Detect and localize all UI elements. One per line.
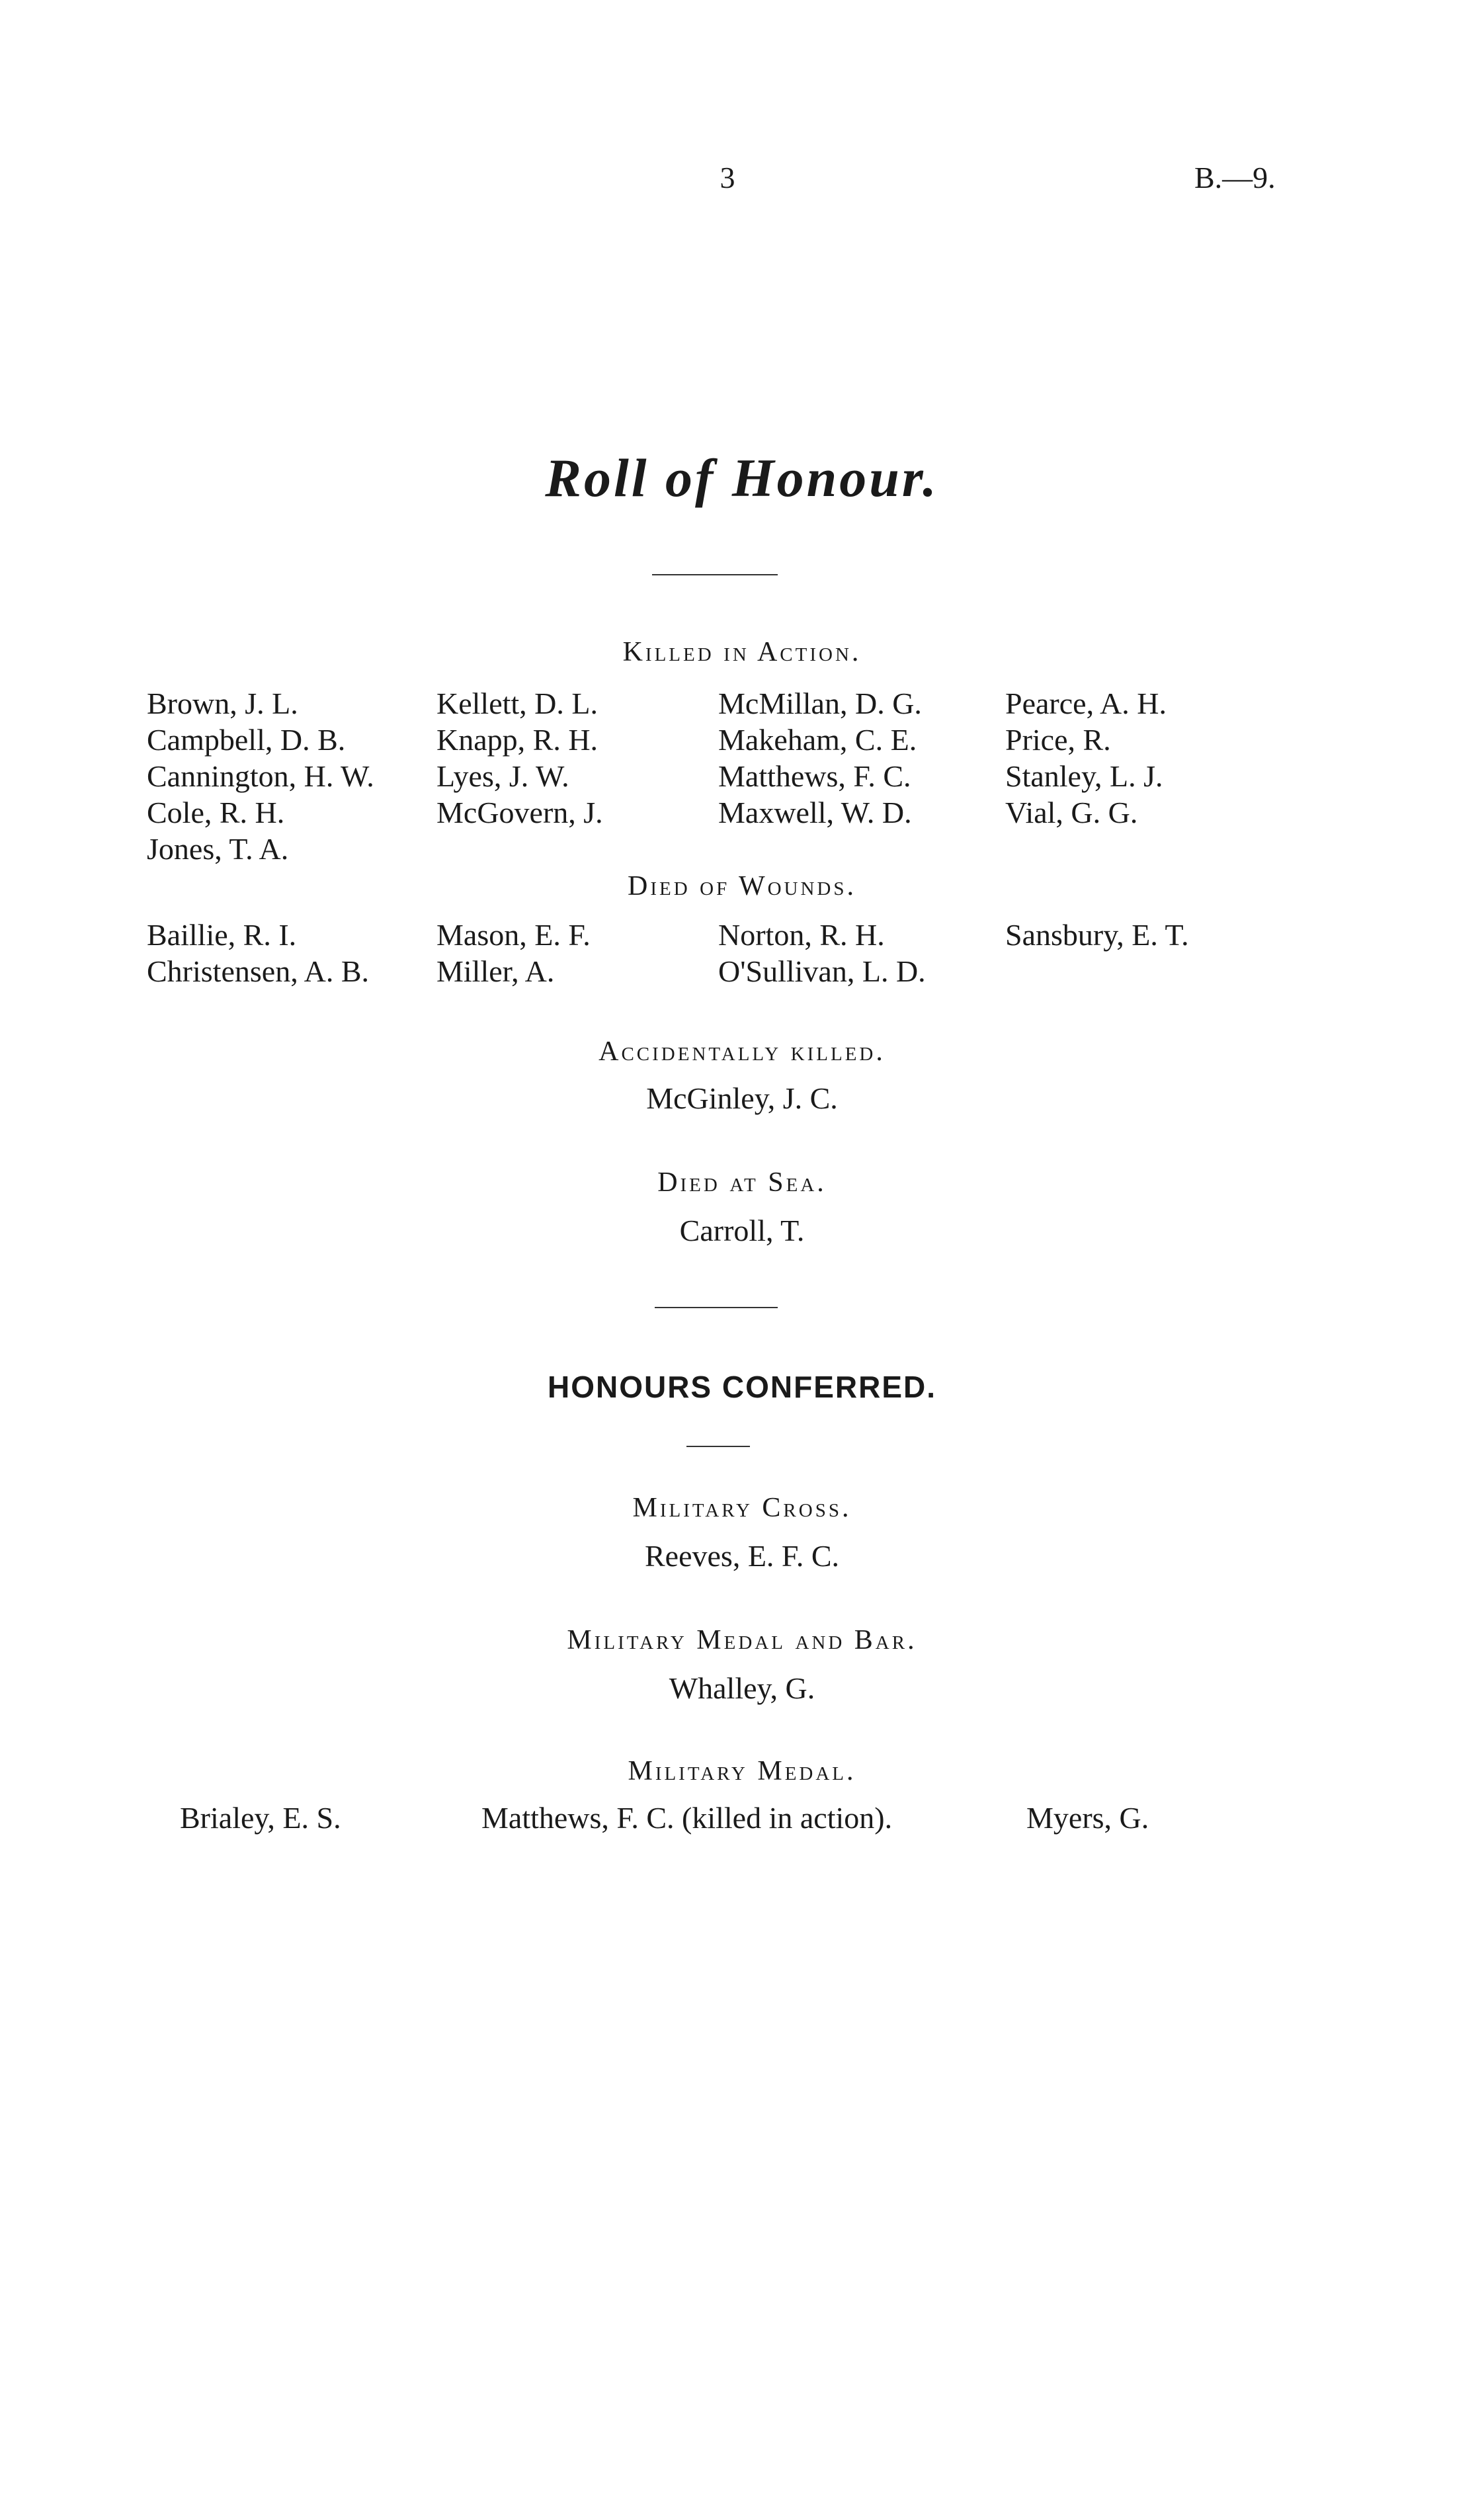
document-reference: B.—9. [1194,161,1276,194]
accidentally-killed-name: McGinley, J. C. [646,1081,838,1115]
military-medal-and-bar-heading: Military Medal and Bar. [567,1625,917,1655]
list-item: Cannington, H. W. [147,759,374,793]
military-cross-name: Reeves, E. F. C. [644,1539,839,1573]
list-item: Baillie, R. I. [147,918,297,952]
list-item: Matthews, F. C. [718,759,911,793]
died-at-sea-name: Carroll, T. [679,1214,805,1247]
list-item: Lyes, J. W. [436,759,569,793]
accidentally-killed-heading: Accidentally killed. [598,1036,886,1067]
military-medal-heading: Military Medal. [628,1756,856,1786]
list-item: Campbell, D. B. [147,723,346,757]
died-of-wounds-column-1 [147,917,369,989]
killed-in-action-column-1 [147,685,374,867]
section-divider [655,1307,778,1308]
list-item: Stanley, L. J. [1005,759,1163,793]
died-of-wounds-heading: Died of Wounds. [628,871,856,901]
list-item: Makeham, C. E. [718,723,917,757]
list-item: Brown, J. L. [147,687,298,720]
military-medal-name: Matthews, F. C. (killed in action). [481,1801,893,1835]
list-item: McMillan, D. G. [718,687,922,720]
died-of-wounds-column-3 [718,917,926,989]
list-item: Pearce, A. H. [1005,687,1167,720]
list-item: Mason, E. F. [436,918,591,952]
list-item: Vial, G. G. [1005,796,1138,829]
military-medal-name: Brialey, E. S. [180,1801,341,1835]
page-number: 3 [720,161,735,194]
list-item: Norton, R. H. [718,918,885,952]
military-medal-name: Myers, G. [1026,1801,1149,1835]
list-item: Maxwell, W. D. [718,796,912,829]
honours-divider [686,1446,750,1447]
military-medal-and-bar-name: Whalley, G. [669,1671,815,1705]
list-item: Price, R. [1005,723,1111,757]
died-at-sea-heading: Died at Sea. [657,1167,827,1198]
list-item: Kellett, D. L. [436,687,598,720]
list-item: Sansbury, E. T. [1005,918,1189,952]
page-title: Roll of Honour. [545,448,939,508]
list-item: Cole, R. H. [147,796,285,829]
killed-in-action-column-2 [436,685,603,831]
list-item: O'Sullivan, L. D. [718,954,926,988]
military-cross-heading: Military Cross. [632,1493,852,1523]
killed-in-action-column-4 [1005,685,1167,831]
list-item: Miller, A. [436,954,555,988]
died-of-wounds-column-2 [436,917,591,989]
honours-conferred-heading: HONOURS CONFERRED. [547,1370,937,1404]
died-of-wounds-column-4 [1005,917,1189,953]
list-item: Jones, T. A. [147,832,289,866]
list-item: Knapp, R. H. [436,723,598,757]
list-item: Christensen, A. B. [147,954,370,988]
list-item: McGovern, J. [436,796,603,829]
killed-in-action-heading: Killed in Action. [622,637,862,667]
killed-in-action-column-3 [718,685,922,831]
title-divider [652,574,778,575]
